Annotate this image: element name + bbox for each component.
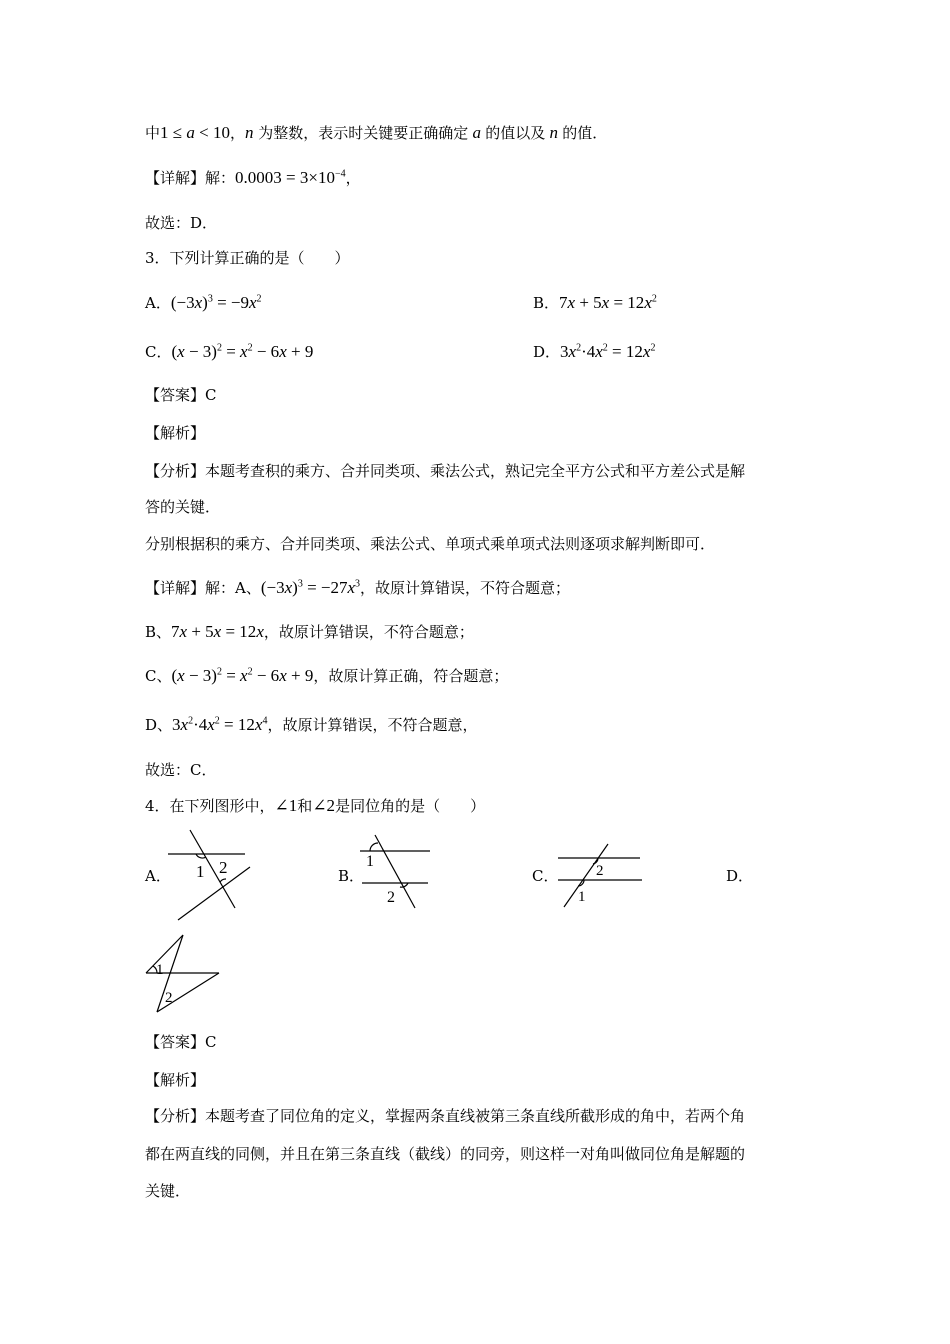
detail-label: 【详解】解： (145, 169, 236, 187)
option-c-label: C． (532, 867, 559, 885)
text-span: 4．在下列图形中， (145, 797, 275, 815)
angle-label: 1 (578, 889, 586, 905)
angle-label: 2 (387, 889, 395, 906)
detail-line (145, 577, 570, 599)
text-span: 是同位角的是（ ） (335, 797, 486, 815)
text-span: ，故原计算错误，不符合题意； (360, 579, 571, 597)
text-span: ， (229, 124, 245, 142)
angle-label: 2 (596, 863, 604, 879)
question-4-stem (145, 795, 485, 817)
figure-b (360, 833, 435, 917)
math-var: n (549, 123, 559, 142)
analysis-text: 【分析】本题考查积的乘方、合并同类项、乘法公式，熟记完全平方公式和平方差公式是解 (145, 462, 746, 480)
option-label: D． (533, 343, 561, 361)
analysis-text: 关键． (145, 1182, 191, 1200)
answer-choice-line: 故选：C． (145, 761, 217, 779)
analysis-text: 都在两直线的同侧，并且在第三条直线（截线）的同旁，则这样一对角叫做同位角是解题的 (145, 1145, 746, 1163)
text-span: 为整数，表示时关键要正确确定 (253, 124, 469, 142)
answer-line: 【答案】C (145, 386, 217, 404)
option-b (533, 292, 657, 314)
text-span: B、 (145, 623, 172, 641)
detail-label: 【详解】解：A、 (145, 579, 261, 597)
option-a-label: A． (145, 867, 171, 885)
math-expr: $3x^2\cdot 4x^2 = 12x^2$ (560, 342, 656, 361)
text-span: 的值以及 (485, 124, 546, 142)
angle-label: 1 (156, 962, 164, 978)
text-span: D、 (145, 716, 173, 734)
option-b-label: B． (338, 867, 365, 885)
detail-line (145, 665, 508, 687)
analysis-heading: 【解析】 (145, 1071, 206, 1089)
math-angle: ∠2 (312, 796, 336, 815)
text-span: ，故原计算正确，符合题意； (313, 667, 509, 685)
math-expr: $3x^2\cdot 4x^2 = 12x^4$ (172, 715, 268, 734)
detail-line (145, 714, 477, 736)
option-label: C． (145, 343, 172, 361)
math-expr: $(-3x)^3 = -27x^3$ (260, 578, 361, 597)
figure-d (143, 930, 225, 1019)
option-a (145, 292, 262, 314)
angle-label: 1 (366, 853, 374, 870)
analysis-text: 答的关键． (145, 498, 221, 516)
math-expr: 7x + 5x = 12x (171, 622, 264, 641)
math-var: a (472, 123, 481, 142)
analysis-text: 【分析】本题考查了同位角的定义，掌握两条直线被第三条直线所截形成的角中，若两个角 (145, 1107, 746, 1125)
math-expr: $(-3x)^3 = -9x^2$ (170, 293, 262, 312)
figure-a (160, 825, 255, 929)
option-c (145, 341, 313, 363)
detail-line (145, 621, 474, 643)
text-span: C、 (145, 667, 172, 685)
text-span: ， (345, 169, 361, 187)
math-angle: ∠1 (274, 796, 298, 815)
option-d-label: D． (726, 867, 754, 885)
text-span: ，故原计算错误，不符合题意； (263, 623, 474, 641)
math-expr: $(x - 3)^2 = x^2 - 6x + 9$ (171, 666, 314, 685)
option-label: B． (533, 294, 560, 312)
question-3-stem: 3．下列计算正确的是（ ） (145, 249, 350, 267)
analysis-text: 分别根据积的乘方、合并同类项、乘法公式、单项式乘单项式法则逐项求解判断即可． (145, 535, 716, 553)
math-expr: $(x - 3)^2 = x^2 - 6x + 9$ (171, 342, 314, 361)
math-inequality: 1 ≤ a < 10 (160, 123, 230, 142)
text-span: 的值． (562, 124, 608, 142)
angle-label: 2 (165, 990, 173, 1006)
text-line (145, 122, 607, 144)
figure-c (550, 843, 650, 912)
text-line (145, 167, 361, 189)
answer-line: 【答案】C (145, 1033, 217, 1051)
math-var: n (244, 123, 254, 142)
analysis-heading: 【解析】 (145, 424, 206, 442)
angle-label: 1 (196, 862, 205, 881)
math-expr: $0.0003 = 3\times 10^{-4}$ (235, 168, 346, 187)
angle-label: 2 (219, 858, 228, 877)
answer-choice-line: 故选：D． (145, 214, 218, 232)
text-span: 中 (145, 124, 161, 142)
text-span: 和 (297, 797, 313, 815)
option-d (533, 341, 655, 363)
option-label: A． (145, 294, 171, 312)
math-expr: $7x + 5x = 12x^2$ (559, 293, 657, 312)
text-span: ，故原计算错误，不符合题意， (267, 716, 478, 734)
